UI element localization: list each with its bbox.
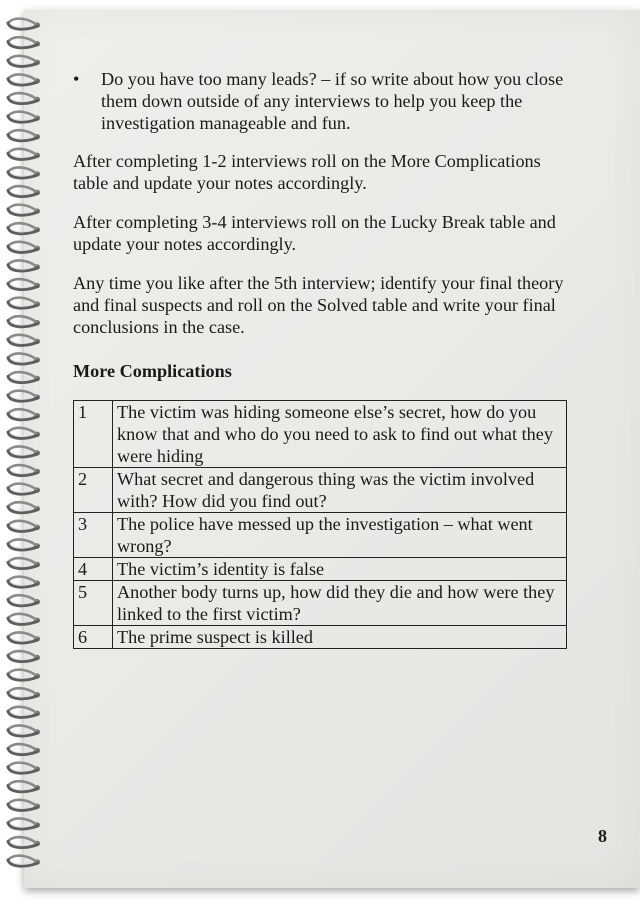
spiral-coil bbox=[8, 316, 40, 326]
spiral-coil bbox=[8, 205, 40, 215]
row-text: The victim’s identity is false bbox=[113, 558, 567, 581]
spiral-coil bbox=[8, 837, 40, 847]
spiral-coil bbox=[8, 558, 40, 568]
table-row bbox=[74, 513, 567, 558]
spiral-coil bbox=[8, 279, 40, 289]
spiral-coil bbox=[8, 409, 40, 419]
table-row bbox=[74, 626, 567, 649]
row-number: 4 bbox=[74, 558, 113, 581]
bullet-mark: • bbox=[73, 69, 80, 89]
bullet-item bbox=[73, 68, 573, 134]
row-number: 6 bbox=[74, 626, 113, 649]
spiral-coil bbox=[8, 502, 40, 512]
spiral-coil bbox=[8, 818, 40, 828]
spiral-coil bbox=[8, 484, 40, 494]
page-content bbox=[73, 68, 573, 391]
row-text: What secret and dangerous thing was the victim involved with? How did you find out? bbox=[113, 468, 567, 513]
spiral-coil bbox=[8, 391, 40, 401]
spiral-coil bbox=[8, 335, 40, 345]
spiral-coil bbox=[8, 670, 40, 680]
row-number: 2 bbox=[74, 468, 113, 513]
row-number: 1 bbox=[74, 401, 113, 468]
table-row bbox=[74, 581, 567, 626]
complications-table bbox=[73, 400, 567, 649]
spiral-coil bbox=[8, 74, 40, 84]
row-text: The police have messed up the investigation – what went wrong? bbox=[113, 513, 567, 558]
spiral-coil bbox=[8, 651, 40, 661]
spiral-coil bbox=[8, 707, 40, 717]
bullet-text: Do you have too many leads? – if so write about how you close them down outside of any interviews to help you keep the investigation manageable and fun. bbox=[101, 69, 564, 133]
spiral-coil bbox=[8, 353, 40, 363]
spiral-coil bbox=[8, 856, 40, 866]
spiral-coil bbox=[8, 93, 40, 103]
spiral-coil bbox=[8, 521, 40, 531]
spiral-coil bbox=[8, 781, 40, 791]
spiral-coil bbox=[8, 577, 40, 587]
row-number: 5 bbox=[74, 581, 113, 626]
spiral-coil bbox=[8, 186, 40, 196]
spiral-coil bbox=[8, 37, 40, 47]
paragraph-solved: Any time you like after the 5th interview; identify your final theory and final suspects and roll on the Solved table and write your final conclusions in the case. bbox=[73, 273, 564, 337]
spiral-coil bbox=[8, 632, 40, 642]
paragraph-lucky-break: After completing 3-4 interviews roll on the Lucky Break table and update your notes accordingly. bbox=[73, 212, 556, 254]
paragraph-more-complications: After completing 1-2 interviews roll on the More Complications table and update your notes accordingly. bbox=[73, 151, 541, 193]
spiral-coil bbox=[8, 56, 40, 66]
spiral-binding bbox=[0, 0, 60, 907]
spiral-coil bbox=[8, 465, 40, 475]
spiral-coil bbox=[8, 763, 40, 773]
spiral-coil bbox=[8, 149, 40, 159]
spiral-coil bbox=[8, 800, 40, 810]
row-text: The prime suspect is killed bbox=[113, 626, 567, 649]
spiral-coil bbox=[8, 242, 40, 252]
spiral-coil bbox=[8, 446, 40, 456]
table-row bbox=[74, 468, 567, 513]
spiral-coil bbox=[8, 19, 40, 29]
table-row bbox=[74, 401, 567, 468]
row-number: 3 bbox=[74, 513, 113, 558]
spiral-coil bbox=[8, 112, 40, 122]
spiral-coil bbox=[8, 725, 40, 735]
spiral-coil bbox=[8, 595, 40, 605]
spiral-coil bbox=[8, 260, 40, 270]
table-row bbox=[74, 558, 567, 581]
section-heading: More Complications bbox=[73, 361, 232, 381]
spiral-coil bbox=[8, 298, 40, 308]
page-number: 8 bbox=[598, 826, 607, 846]
spiral-coil bbox=[8, 130, 40, 140]
spiral-coil bbox=[8, 614, 40, 624]
spiral-coil bbox=[8, 539, 40, 549]
row-text: The victim was hiding someone else’s secret, how do you know that and who do you need to ask to find out what they were hiding bbox=[113, 401, 567, 468]
spiral-coil bbox=[8, 372, 40, 382]
spiral-coil bbox=[8, 167, 40, 177]
spiral-coil bbox=[8, 428, 40, 438]
row-text: Another body turns up, how did they die and how were they linked to the first victim? bbox=[113, 581, 567, 626]
spiral-coil bbox=[8, 744, 40, 754]
spiral-coil bbox=[8, 223, 40, 233]
spiral-coil bbox=[8, 688, 40, 698]
